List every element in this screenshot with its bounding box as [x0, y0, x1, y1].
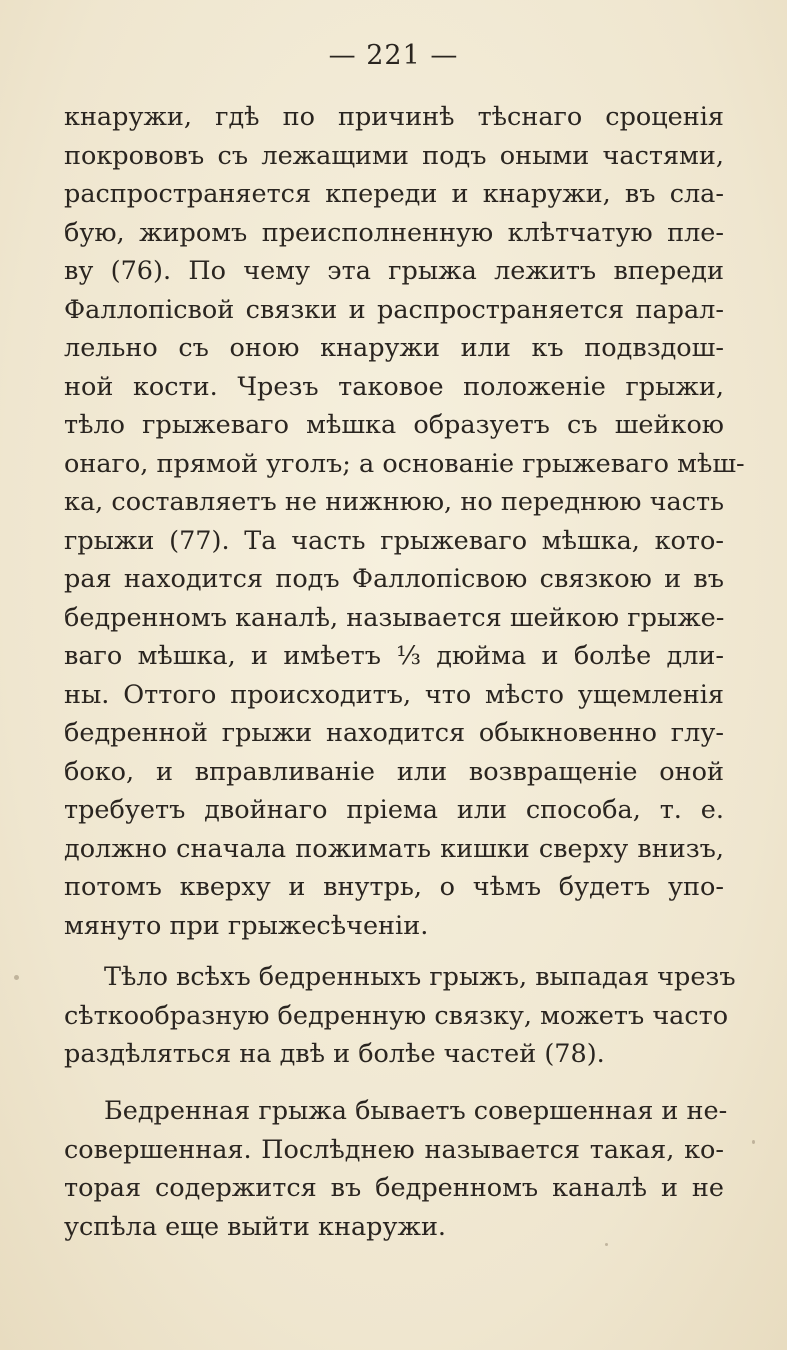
text-line: ваго мѣшка, и имѣетъ ⅓ дюйма и болѣе дли-: [64, 641, 724, 671]
page-number: — 221 —: [328, 40, 459, 71]
text-line: торая содержится въ бедренномъ каналѣ и не: [64, 1173, 724, 1203]
text-line: ной кости. Чрезъ таковое положеніе грыжи,: [64, 371, 724, 402]
text-line: ны. Оттого происходитъ, что мѣсто ущемленія: [64, 679, 724, 710]
text-line: раздѣляться на двѣ и болѣе частей (78).: [64, 1039, 605, 1069]
text-line: боко, и вправливаніе или возвращеніе оной: [64, 756, 724, 787]
text-line: Бедренная грыжа бываетъ совершенная и не-: [104, 1096, 728, 1126]
paragraph-1: [64, 98, 745, 945]
text-line: тѣло грыжеваго мѣшка образуетъ съ шейкою: [64, 410, 724, 440]
text-line: онаго, прямой уголъ; а основаніе грыжеваго мѣш-: [64, 448, 745, 479]
text-line: Тѣло всѣхъ бедренныхъ грыжъ, выпадая чрезъ: [104, 962, 736, 992]
text-line: ву (76). По чему эта грыжа лежитъ впереди: [64, 256, 724, 286]
paper-speck: [752, 1140, 755, 1144]
text-line: рая находится подъ Фаллопісвою связкою и въ: [64, 564, 724, 594]
text-line: совершенная. Послѣднею называется такая, ко-: [64, 1134, 724, 1165]
text-line: потомъ кверху и внутрь, о чѣмъ будетъ упо-: [64, 872, 724, 902]
text-line: бую, жиромъ преисполненную клѣтчатую пле-: [64, 217, 724, 248]
paper-speck: [14, 975, 19, 980]
text-line: распространяется кпереди и кнаружи, въ сла-: [64, 179, 724, 209]
text-line: Фаллопісвой связки и распространяется парал-: [64, 294, 724, 325]
text-line: лельно съ оною кнаружи или къ подвздош-: [64, 333, 724, 363]
text-line: должно сначала пожимать кишки сверху внизъ,: [64, 833, 724, 864]
text-line: бедренной грыжи находится обыкновенно глу-: [64, 718, 724, 748]
text-line: грыжи (77). Та часть грыжеваго мѣшка, кото-: [64, 525, 724, 556]
text-line: покрововъ съ лежащими подъ оными частями,: [64, 140, 724, 171]
text-line: сѣткообразную бедренную связку, можетъ часто: [64, 1000, 729, 1031]
text-line: бедренномъ каналѣ, называется шейкою грыже-: [64, 602, 725, 633]
text-line: успѣла еще выйти кнаружи.: [64, 1211, 447, 1242]
text-line: требуетъ двойнаго пріема или способа, т. е.: [64, 795, 724, 825]
paragraph-2: [64, 958, 736, 1074]
text-line: ка, составляетъ не нижнюю, но переднюю часть: [64, 487, 724, 517]
paragraph-3: [64, 1092, 728, 1246]
text-line: мянуто при грыжесѣченіи.: [64, 910, 429, 941]
paper-speck: [605, 1243, 608, 1246]
text-line: кнаружи, гдѣ по причинѣ тѣснаго сроценія: [64, 102, 724, 132]
